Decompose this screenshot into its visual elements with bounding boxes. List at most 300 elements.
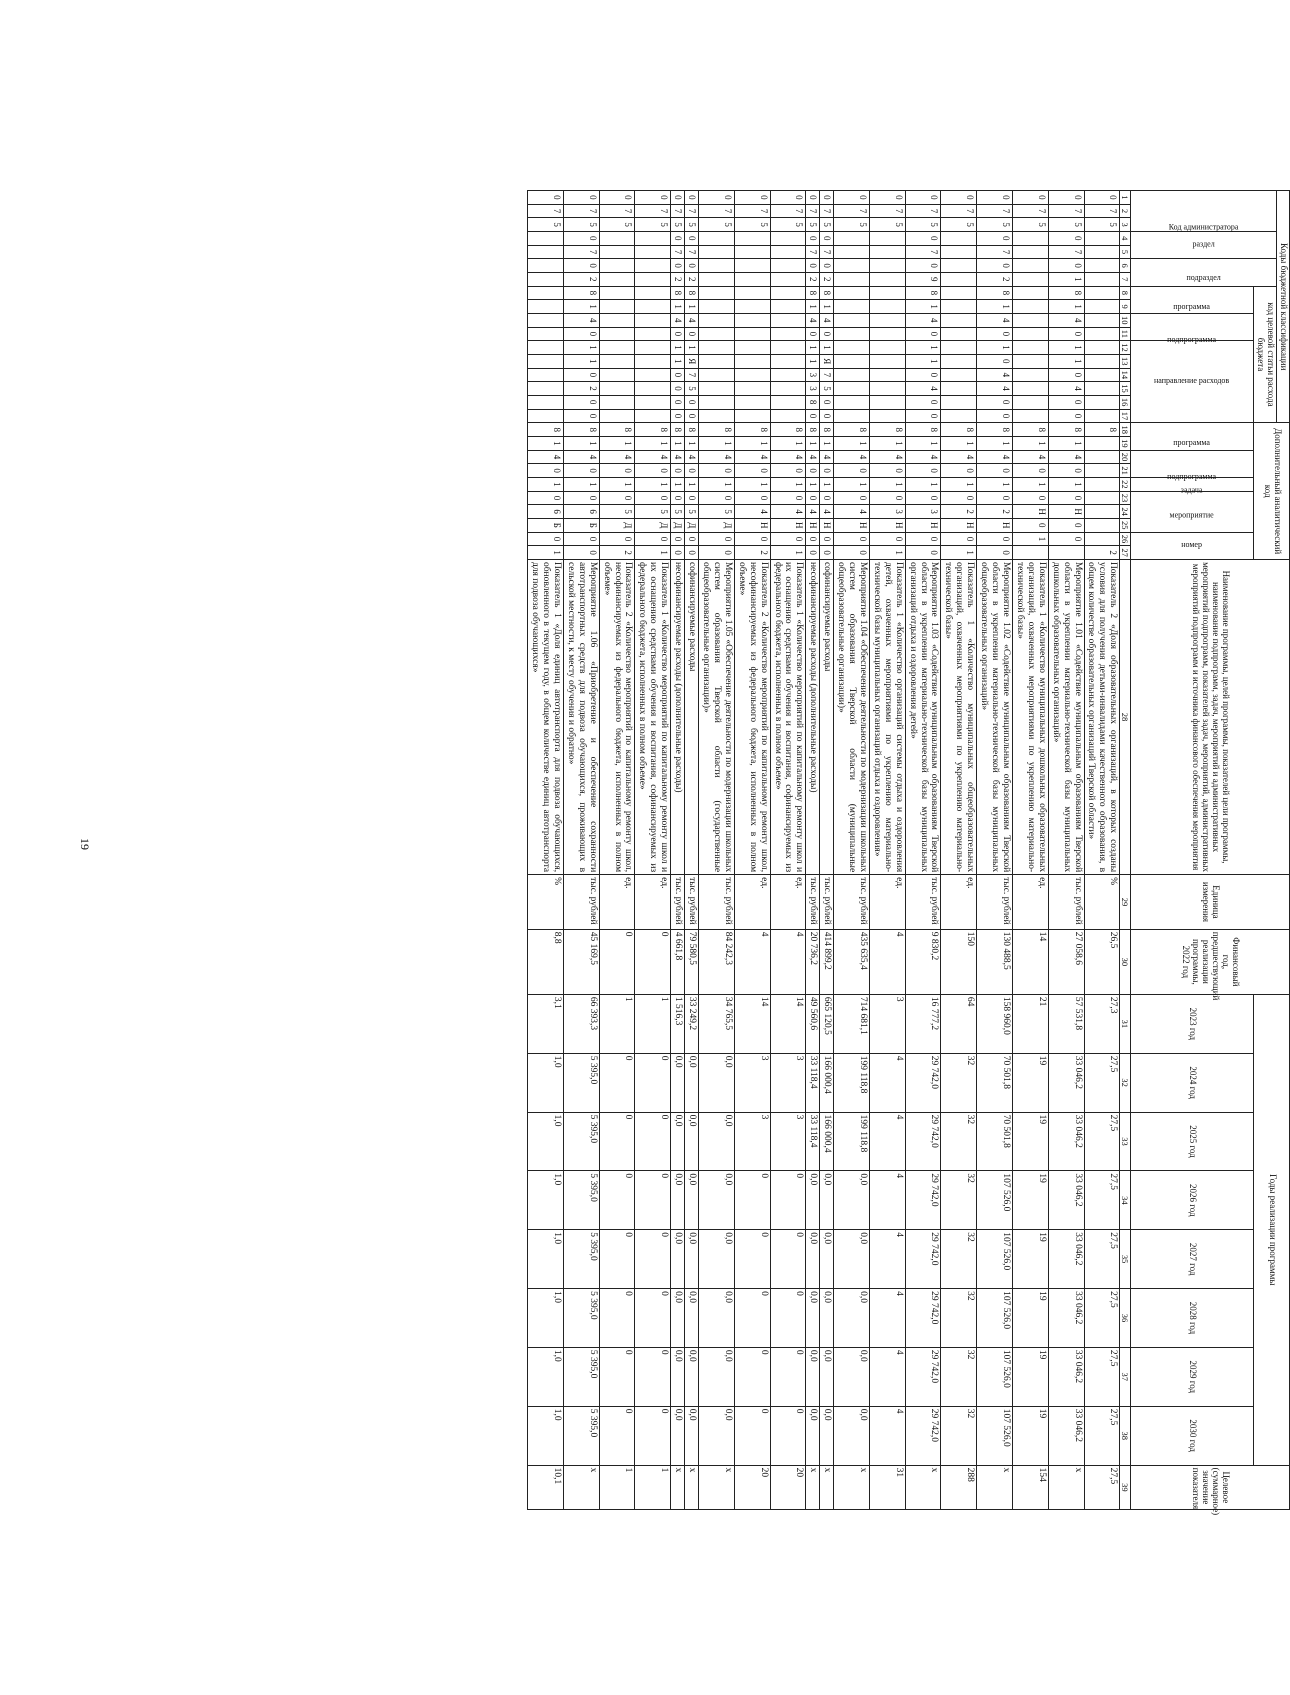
- page-number: 19: [78, 838, 92, 850]
- code-cell: 0: [599, 191, 635, 205]
- column-numbers-row: [1120, 191, 1131, 1510]
- value-cell: 5 395,0: [563, 1171, 599, 1230]
- code-cell: [635, 354, 671, 368]
- code-cell: 0: [806, 231, 820, 245]
- fin-year-header: Финансовый год, предшествующий реализации программы, 2022 год: [1131, 929, 1290, 994]
- value-cell: 27,5: [1084, 1406, 1120, 1465]
- code-cell: 0: [820, 464, 834, 478]
- value-cell: 0,0: [671, 1171, 685, 1230]
- code-cell: 1: [820, 341, 834, 355]
- code-cell: 1: [699, 478, 735, 492]
- code-cell: 1: [770, 478, 806, 492]
- code-cell: [834, 245, 870, 259]
- value-cell: 1,0: [528, 1347, 564, 1406]
- row-name: софинансируемые расходы: [685, 559, 699, 874]
- code-cell: 8: [820, 286, 834, 300]
- value-cell: 32: [941, 1406, 977, 1465]
- value-cell: 45 169,5: [563, 929, 599, 994]
- target-header: Целевое (суммарное) значение показателя: [1131, 1465, 1290, 1509]
- code-cell: 0: [563, 327, 599, 341]
- code-cell: 0: [820, 259, 834, 273]
- code-cell: 4: [977, 382, 1013, 396]
- value-cell: 29 742,0: [905, 1230, 941, 1289]
- column-number: 17: [1120, 409, 1131, 423]
- table-row: [977, 191, 1013, 1510]
- code-cell: [699, 368, 735, 382]
- code-cell: 0: [1048, 259, 1084, 273]
- code-cell: 8: [905, 286, 941, 300]
- code-cell: 1: [671, 437, 685, 451]
- row-unit: ед.: [770, 875, 806, 930]
- code-cell: [528, 395, 564, 409]
- value-cell: 0,0: [834, 1289, 870, 1348]
- code-cell: Н: [734, 518, 770, 532]
- row-name: Мероприятие 1.05 «Обеспечение деятельности по модернизации школьных систем образования Тверской области (государственные общеобразовательные организации)»: [699, 559, 735, 874]
- code-cell: [635, 300, 671, 314]
- code-cell: 7: [734, 204, 770, 218]
- code-cell: 5: [941, 218, 977, 232]
- value-cell: 27,5: [1084, 1230, 1120, 1289]
- table-row: [734, 191, 770, 1510]
- code-cell: [941, 341, 977, 355]
- code-cell: [941, 300, 977, 314]
- value-cell: 0: [635, 1230, 671, 1289]
- code-cell: 0: [671, 409, 685, 423]
- value-cell: 0,0: [685, 1289, 699, 1348]
- value-cell: 0,0: [806, 1406, 820, 1465]
- year-2027-header: 2027 год: [1131, 1230, 1254, 1289]
- value-cell: 20 736,2: [806, 929, 820, 994]
- code-cell: [734, 259, 770, 273]
- code-cell: [699, 409, 735, 423]
- kbk-admin-header: Код администратора: [1131, 191, 1277, 232]
- code-cell: [1084, 259, 1120, 273]
- value-cell: 0: [770, 1347, 806, 1406]
- code-cell: 8: [528, 423, 564, 437]
- code-cell: 4: [820, 505, 834, 519]
- kbk-programma-header: программа: [1131, 286, 1254, 313]
- value-cell: 0,0: [699, 1053, 735, 1112]
- value-cell: 0: [770, 1289, 806, 1348]
- code-cell: 1: [685, 478, 699, 492]
- code-cell: [635, 395, 671, 409]
- code-cell: [734, 341, 770, 355]
- code-cell: Н: [806, 518, 820, 532]
- table-row: [528, 191, 564, 1510]
- code-cell: 0: [977, 546, 1013, 560]
- code-cell: [770, 245, 806, 259]
- code-cell: 0: [977, 409, 1013, 423]
- code-cell: 1: [1048, 354, 1084, 368]
- code-cell: [528, 286, 564, 300]
- table-row: [699, 191, 735, 1510]
- column-number: 11: [1120, 327, 1131, 341]
- value-cell: 0,0: [699, 1230, 735, 1289]
- code-cell: 1: [671, 341, 685, 355]
- code-cell: Я: [820, 354, 834, 368]
- code-cell: [869, 368, 905, 382]
- code-cell: 7: [685, 368, 699, 382]
- target-cell: 1: [635, 1465, 671, 1509]
- code-cell: 7: [770, 204, 806, 218]
- code-cell: [635, 259, 671, 273]
- value-cell: 0: [599, 1171, 635, 1230]
- code-cell: 7: [685, 204, 699, 218]
- code-cell: 3: [806, 382, 820, 396]
- value-cell: 29 742,0: [905, 1112, 941, 1171]
- value-cell: 1,0: [528, 1112, 564, 1171]
- value-cell: 166 000,4: [820, 1112, 834, 1171]
- table-row: [834, 191, 870, 1510]
- code-cell: 0: [977, 259, 1013, 273]
- year-2024-header: 2024 год: [1131, 1053, 1254, 1112]
- code-cell: 1: [528, 546, 564, 560]
- code-cell: 0: [834, 191, 870, 205]
- value-cell: 0: [599, 1230, 635, 1289]
- code-cell: 0: [734, 491, 770, 505]
- row-name: Мероприятие 1.03 «Содействие муниципальным образованиям Тверской области в укреплении материально-технической базы муниципальных организаций отдыха и оздоровления детей»: [905, 559, 941, 874]
- code-cell: [941, 327, 977, 341]
- value-cell: 33 046,2: [1048, 1112, 1084, 1171]
- code-cell: 8: [1048, 286, 1084, 300]
- code-cell: [1013, 354, 1049, 368]
- code-cell: 0: [905, 491, 941, 505]
- code-cell: 0: [685, 464, 699, 478]
- code-cell: 0: [820, 395, 834, 409]
- value-cell: 9 830,2: [905, 929, 941, 994]
- code-cell: [734, 300, 770, 314]
- code-cell: 1: [834, 437, 870, 451]
- code-cell: [734, 231, 770, 245]
- code-cell: 0: [806, 491, 820, 505]
- code-cell: 0: [599, 491, 635, 505]
- value-cell: 84 242,3: [699, 929, 735, 994]
- table-row: [806, 191, 820, 1510]
- row-unit: тыс. рублей: [905, 875, 941, 930]
- column-number: 16: [1120, 395, 1131, 409]
- code-cell: [834, 313, 870, 327]
- code-cell: 0: [671, 464, 685, 478]
- code-cell: 0: [599, 464, 635, 478]
- value-cell: 0,0: [671, 1112, 685, 1171]
- code-cell: [941, 382, 977, 396]
- code-cell: [770, 409, 806, 423]
- code-cell: 1: [671, 354, 685, 368]
- code-cell: 0: [1048, 368, 1084, 382]
- dak-group-header: Дополнительный аналитический код: [1254, 423, 1290, 560]
- code-cell: 8: [734, 423, 770, 437]
- value-cell: 0: [635, 1289, 671, 1348]
- code-cell: [528, 327, 564, 341]
- code-cell: [1013, 327, 1049, 341]
- code-cell: [528, 313, 564, 327]
- code-cell: 7: [834, 204, 870, 218]
- code-cell: 0: [820, 532, 834, 546]
- code-cell: [699, 354, 735, 368]
- dak-programma-header: программа: [1131, 423, 1254, 450]
- value-cell: 0: [770, 1230, 806, 1289]
- target-cell: х: [905, 1465, 941, 1509]
- code-cell: 1: [1013, 478, 1049, 492]
- value-cell: 32: [941, 1112, 977, 1171]
- value-cell: 4: [869, 1053, 905, 1112]
- code-cell: [599, 300, 635, 314]
- code-cell: 2: [977, 272, 1013, 286]
- column-number: 32: [1120, 1053, 1131, 1112]
- row-name: несофинансируемые расходы (дополнительные расходы): [806, 559, 820, 874]
- value-cell: 19: [1013, 1053, 1049, 1112]
- value-cell: 70 501,8: [977, 1112, 1013, 1171]
- code-cell: 5: [685, 218, 699, 232]
- code-cell: [528, 368, 564, 382]
- value-cell: 49 560,6: [806, 994, 820, 1053]
- code-cell: 0: [563, 368, 599, 382]
- table-row: [1084, 191, 1120, 1510]
- value-cell: 0: [770, 1406, 806, 1465]
- code-cell: Б: [563, 518, 599, 532]
- code-cell: 4: [905, 450, 941, 464]
- code-cell: 0: [869, 491, 905, 505]
- code-cell: [770, 327, 806, 341]
- code-cell: 2: [1084, 546, 1120, 560]
- code-cell: 5: [699, 218, 735, 232]
- code-cell: [599, 272, 635, 286]
- code-cell: 0: [734, 191, 770, 205]
- value-cell: 435 635,4: [834, 929, 870, 994]
- column-number: 9: [1120, 300, 1131, 314]
- code-cell: [1013, 272, 1049, 286]
- row-name: Мероприятие 1.02 «Содействие муниципальным образованиям Тверской области в укреплении материально-технической базы муниципальных общеобразовательных организаций»: [977, 559, 1013, 874]
- code-cell: 0: [685, 532, 699, 546]
- code-cell: 5: [734, 218, 770, 232]
- code-cell: 0: [563, 464, 599, 478]
- code-cell: [869, 245, 905, 259]
- code-cell: 0: [699, 191, 735, 205]
- kbk-group-header: Коды бюджетной классификации: [1277, 191, 1290, 423]
- code-cell: [770, 395, 806, 409]
- code-cell: 1: [905, 478, 941, 492]
- value-cell: 33 046,2: [1048, 1406, 1084, 1465]
- value-cell: 33 046,2: [1048, 1230, 1084, 1289]
- value-cell: 0,0: [699, 1112, 735, 1171]
- value-cell: 107 526,0: [977, 1171, 1013, 1230]
- code-cell: [941, 259, 977, 273]
- row-unit: тыс. рублей: [1048, 875, 1084, 930]
- target-cell: 288: [941, 1465, 977, 1509]
- code-cell: 0: [820, 546, 834, 560]
- value-cell: 107 526,0: [977, 1230, 1013, 1289]
- code-cell: 0: [834, 491, 870, 505]
- value-cell: 107 526,0: [977, 1289, 1013, 1348]
- value-cell: 0: [635, 1112, 671, 1171]
- value-cell: 1,0: [528, 1171, 564, 1230]
- code-cell: [599, 231, 635, 245]
- code-cell: 5: [599, 218, 635, 232]
- code-cell: 1: [599, 478, 635, 492]
- value-cell: 4: [770, 929, 806, 994]
- code-cell: 5: [834, 218, 870, 232]
- code-cell: [869, 286, 905, 300]
- value-cell: 34 765,5: [699, 994, 735, 1053]
- dak-podprogramma-header: подпрограмма: [1131, 450, 1254, 477]
- code-cell: 0: [671, 395, 685, 409]
- code-cell: 7: [820, 368, 834, 382]
- code-cell: 1: [770, 546, 806, 560]
- value-cell: 714 681,1: [834, 994, 870, 1053]
- code-cell: 8: [869, 423, 905, 437]
- value-cell: 150: [941, 929, 977, 994]
- code-cell: 0: [528, 464, 564, 478]
- code-cell: 0: [685, 327, 699, 341]
- row-unit: тыс. рублей: [685, 875, 699, 930]
- code-cell: 0: [671, 231, 685, 245]
- code-cell: 5: [1013, 218, 1049, 232]
- code-cell: [635, 272, 671, 286]
- code-cell: [635, 327, 671, 341]
- code-cell: [834, 368, 870, 382]
- value-cell: 70 501,8: [977, 1053, 1013, 1112]
- code-cell: [1013, 546, 1049, 560]
- code-cell: 0: [671, 259, 685, 273]
- code-cell: [528, 259, 564, 273]
- code-cell: [770, 300, 806, 314]
- code-cell: [869, 395, 905, 409]
- code-cell: 8: [563, 423, 599, 437]
- value-cell: 3: [770, 1112, 806, 1171]
- code-cell: 7: [977, 204, 1013, 218]
- dak-meropriyatie-header: мероприятие: [1131, 491, 1254, 532]
- code-cell: [869, 354, 905, 368]
- code-cell: [1084, 313, 1120, 327]
- code-cell: 0: [905, 532, 941, 546]
- code-cell: [1084, 327, 1120, 341]
- code-cell: 0: [528, 532, 564, 546]
- code-cell: Д: [635, 518, 671, 532]
- code-cell: 0: [1013, 491, 1049, 505]
- value-cell: 199 118,8: [834, 1053, 870, 1112]
- code-cell: 4: [869, 450, 905, 464]
- column-number: 23: [1120, 491, 1131, 505]
- code-cell: [699, 382, 735, 396]
- program-table: [527, 190, 1290, 1516]
- code-cell: 0: [905, 191, 941, 205]
- value-cell: 33 249,2: [685, 994, 699, 1053]
- row-name: Показатель 2 «Количество мероприятий по капитальному ремонту школ, несофинансируемых из федерального бюджета, исполненных в полном объеме»: [599, 559, 635, 874]
- value-cell: 0,0: [806, 1347, 820, 1406]
- code-cell: 4: [834, 505, 870, 519]
- code-cell: 1: [869, 437, 905, 451]
- code-cell: Б: [528, 518, 564, 532]
- code-cell: [1084, 368, 1120, 382]
- row-name: Показатель 2 «Доля образовательных организаций, в которых созданы условия для получения детьми-инвалидами качественного образования, в общем количестве образовательных организаций Тверской области»: [1084, 559, 1120, 874]
- code-cell: [834, 341, 870, 355]
- code-cell: [635, 313, 671, 327]
- value-cell: 1: [635, 994, 671, 1053]
- value-cell: 14: [734, 994, 770, 1053]
- code-cell: [599, 327, 635, 341]
- target-cell: 154: [1013, 1465, 1049, 1509]
- code-cell: 0: [770, 532, 806, 546]
- code-cell: [734, 409, 770, 423]
- kbk-podrazdel-header: подраздел: [1131, 259, 1277, 286]
- code-cell: [635, 286, 671, 300]
- code-cell: 4: [1013, 450, 1049, 464]
- code-cell: 1: [671, 300, 685, 314]
- column-number: 3: [1120, 218, 1131, 232]
- column-number: 19: [1120, 437, 1131, 451]
- value-cell: 1 516,3: [671, 994, 685, 1053]
- code-cell: 1: [599, 437, 635, 451]
- value-cell: 57 531,8: [1048, 994, 1084, 1053]
- value-cell: 5 395,0: [563, 1112, 599, 1171]
- row-unit: %: [528, 875, 564, 930]
- code-cell: 0: [977, 395, 1013, 409]
- column-number: 6: [1120, 259, 1131, 273]
- code-cell: 7: [635, 204, 671, 218]
- row-name: Мероприятие 1.06 «Приобретение и обеспечение сохранности автотранспортных средств для подвоза обучающихся, проживающих в сельской местности, к месту обучения и обратно»: [563, 559, 599, 874]
- code-cell: 8: [635, 423, 671, 437]
- value-cell: 0,0: [834, 1347, 870, 1406]
- code-cell: 8: [977, 286, 1013, 300]
- value-cell: 0,0: [834, 1406, 870, 1465]
- code-cell: 1: [806, 437, 820, 451]
- code-cell: Я: [685, 354, 699, 368]
- value-cell: 27,5: [1084, 1112, 1120, 1171]
- code-cell: 7: [563, 204, 599, 218]
- code-cell: 3: [905, 505, 941, 519]
- value-cell: 26,5: [1084, 929, 1120, 994]
- code-cell: 0: [905, 546, 941, 560]
- code-cell: [1084, 341, 1120, 355]
- code-cell: 0: [1048, 491, 1084, 505]
- code-cell: Н: [770, 518, 806, 532]
- code-cell: 0: [671, 382, 685, 396]
- code-cell: 7: [820, 204, 834, 218]
- value-cell: 0,0: [685, 1171, 699, 1230]
- value-cell: 3,1: [528, 994, 564, 1053]
- code-cell: 2: [977, 505, 1013, 519]
- value-cell: 33 118,4: [806, 1112, 820, 1171]
- value-cell: 107 526,0: [977, 1406, 1013, 1465]
- value-cell: 4: [869, 1347, 905, 1406]
- code-cell: 1: [820, 437, 834, 451]
- row-unit: ед.: [1013, 875, 1049, 930]
- code-cell: 0: [563, 231, 599, 245]
- code-cell: 0: [1048, 231, 1084, 245]
- row-unit: тыс. рублей: [563, 875, 599, 930]
- value-cell: 0,0: [671, 1230, 685, 1289]
- code-cell: 4: [806, 450, 820, 464]
- code-cell: 1: [671, 478, 685, 492]
- code-cell: [1084, 532, 1120, 546]
- row-unit: ед.: [599, 875, 635, 930]
- value-cell: 0: [599, 929, 635, 994]
- value-cell: 130 488,5: [977, 929, 1013, 994]
- code-cell: [869, 313, 905, 327]
- code-cell: [941, 368, 977, 382]
- code-cell: 4: [820, 450, 834, 464]
- code-cell: [941, 272, 977, 286]
- value-cell: 0,0: [820, 1406, 834, 1465]
- code-cell: 1: [528, 437, 564, 451]
- year-2023-header: 2023 год: [1131, 994, 1254, 1053]
- value-cell: 0: [734, 1289, 770, 1348]
- table-row: [770, 191, 806, 1510]
- row-name: Показатель 1 «Количество мероприятий по капитальному ремонту школ и их оснащению средствами обучения и воспитания, софинансируемых из федерального бюджета, исполненных в полном объеме»: [635, 559, 671, 874]
- code-cell: 1: [806, 354, 820, 368]
- code-cell: 0: [1048, 464, 1084, 478]
- year-2030-header: 2030 год: [1131, 1406, 1254, 1465]
